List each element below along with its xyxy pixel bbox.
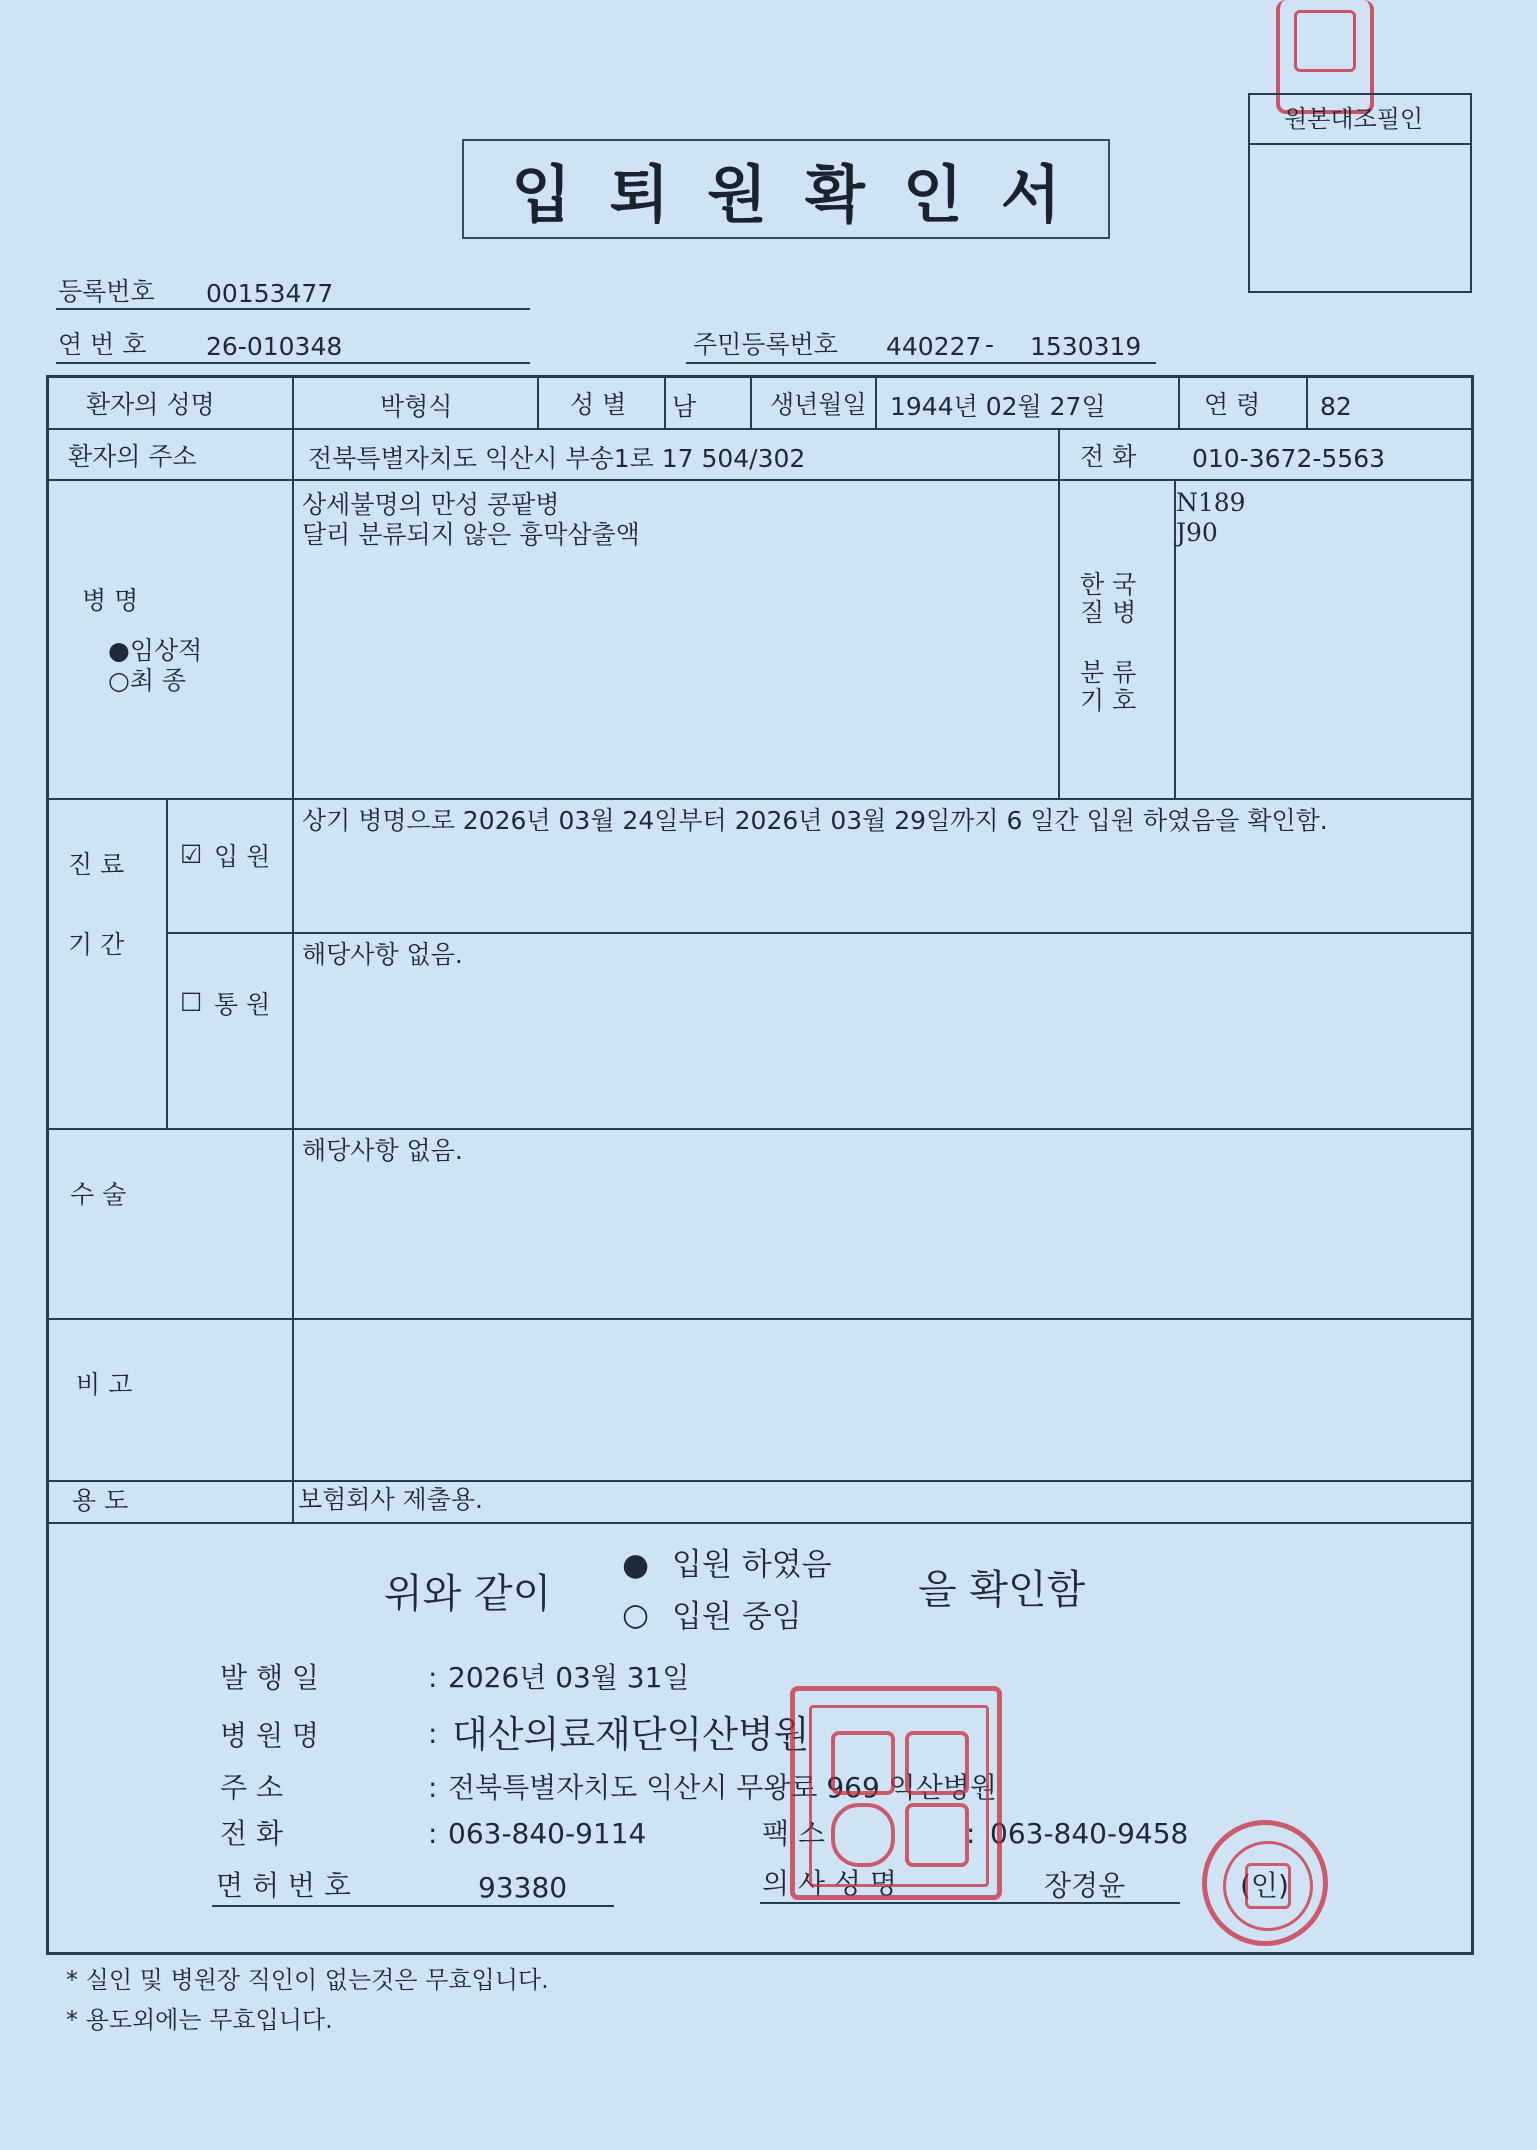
outpatient-label: 통 원 bbox=[214, 990, 271, 1019]
disease-name-2: 달리 분류되지 않은 흉막삼출액 bbox=[302, 520, 640, 549]
confirm-option-2: 입원 중임 bbox=[672, 1599, 802, 1635]
phone-value: 010-3672-5563 bbox=[1192, 444, 1386, 473]
hospital-address: 전북특별자치도 익산시 무왕로 969 익산병원 bbox=[448, 1771, 997, 1804]
footer-note-2: * 용도외에는 무효입니다. bbox=[66, 2006, 333, 2034]
hospital-fax-label: 팩 스 bbox=[762, 1817, 825, 1850]
confirm-option-2-mark: ○ bbox=[622, 1597, 650, 1633]
doctor-name: 장경윤 bbox=[1044, 1869, 1126, 1902]
hospital-tel-label: 전 화 bbox=[220, 1817, 283, 1850]
hospital-name-colon: : bbox=[428, 1717, 438, 1750]
reg-no-label: 등록번호 bbox=[58, 277, 155, 306]
serial-value: 26-010348 bbox=[206, 332, 343, 361]
patient-name: 박형식 bbox=[380, 392, 453, 421]
age-value: 82 bbox=[1320, 392, 1352, 421]
kcd-code-1: N189 bbox=[1176, 488, 1246, 517]
hospital-address-colon: : bbox=[428, 1771, 438, 1804]
rrn-back: 1530319 bbox=[1030, 332, 1142, 361]
reg-no-value: 00153477 bbox=[206, 279, 334, 308]
inpatient-statement: 상기 병명으로 2026년 03월 24일부터 2026년 03월 29일까지 6 일간 입원 하였음을 확인함. bbox=[302, 806, 1328, 835]
doctor-seal bbox=[1202, 1820, 1328, 1946]
confirm-tail: 을 확인함 bbox=[918, 1567, 1086, 1613]
hospital-tel-colon: : bbox=[428, 1817, 438, 1850]
hospital-tel: 063-840-9114 bbox=[448, 1817, 647, 1850]
surgery-text: 해당사항 없음. bbox=[302, 1136, 463, 1165]
purpose-text: 보험회사 제출용. bbox=[298, 1485, 483, 1514]
document-title: 입퇴원확인서 bbox=[462, 139, 1110, 239]
dob-value: 1944년 02월 27일 bbox=[890, 392, 1106, 421]
sex-label: 성 별 bbox=[570, 390, 627, 419]
inpatient-label: 입 원 bbox=[214, 842, 271, 871]
doctor-seal-mark: (인) bbox=[1240, 1869, 1289, 1902]
license-number: 93380 bbox=[478, 1871, 568, 1904]
address-value: 전북특별자치도 익산시 부송1로 17 504/302 bbox=[308, 444, 806, 473]
kcd-label-1: 한 국 bbox=[1080, 570, 1137, 599]
surgery-label: 수 술 bbox=[70, 1180, 127, 1209]
disease-option-final: ○최 종 bbox=[108, 666, 187, 695]
patient-name-label: 환자의 성명 bbox=[86, 390, 215, 419]
hospital-name-label: 병 원 명 bbox=[220, 1719, 319, 1752]
issue-date: 2026년 03월 31일 bbox=[448, 1661, 690, 1694]
disease-option-clinical: ●임상적 bbox=[108, 636, 203, 665]
remarks-label: 비 고 bbox=[76, 1370, 133, 1399]
disease-label: 병 명 bbox=[82, 586, 139, 615]
outpatient-checkbox: ☐ bbox=[180, 988, 203, 1017]
kcd-label-4: 기 호 bbox=[1080, 686, 1137, 715]
hospital-official-seal bbox=[790, 1686, 1002, 1900]
footer-note-1: * 실인 및 병원장 직인이 없는것은 무효입니다. bbox=[66, 1966, 549, 1994]
hospital-fax: 063-840-9458 bbox=[990, 1817, 1189, 1850]
address-label: 환자의 주소 bbox=[68, 442, 197, 471]
phone-label: 전 화 bbox=[1080, 442, 1137, 471]
sex-value: 남 bbox=[672, 392, 697, 421]
doctor-name-label: 의 사 성 명 bbox=[762, 1867, 897, 1900]
period-label-2: 기 간 bbox=[68, 930, 125, 959]
confirm-option-1: 입원 하였음 bbox=[672, 1547, 832, 1583]
outpatient-text: 해당사항 없음. bbox=[302, 940, 463, 969]
rrn-label: 주민등록번호 bbox=[693, 330, 838, 359]
original-comparison-label: 원본대조필인 bbox=[1284, 105, 1424, 133]
hospital-address-label: 주 소 bbox=[220, 1771, 283, 1804]
hospital-fax-colon: : bbox=[966, 1817, 976, 1850]
hospital-name: 대산의료재단익산병원 bbox=[452, 1713, 810, 1756]
disease-name-1: 상세불명의 만성 콩팥병 bbox=[302, 490, 560, 519]
dob-label: 생년월일 bbox=[770, 390, 867, 419]
license-label: 면 허 번 호 bbox=[216, 1869, 351, 1902]
issue-date-colon: : bbox=[428, 1661, 438, 1694]
confirm-lead: 위와 같이 bbox=[384, 1571, 552, 1617]
rrn-dash: - bbox=[985, 330, 995, 359]
inpatient-checkbox: ☑ bbox=[180, 840, 203, 869]
rrn-front: 440227 bbox=[886, 332, 982, 361]
original-comparison-box bbox=[1248, 93, 1472, 293]
period-label-1: 진 료 bbox=[68, 850, 125, 879]
confirm-option-1-mark: ● bbox=[622, 1547, 650, 1583]
age-label: 연 령 bbox=[1204, 390, 1261, 419]
kcd-label-3: 분 류 bbox=[1080, 658, 1137, 687]
kcd-code-2: J90 bbox=[1176, 518, 1218, 547]
serial-label: 연 번 호 bbox=[58, 330, 147, 359]
kcd-label-2: 질 병 bbox=[1080, 598, 1137, 627]
issue-date-label: 발 행 일 bbox=[220, 1661, 319, 1694]
purpose-label: 용 도 bbox=[72, 1486, 129, 1515]
